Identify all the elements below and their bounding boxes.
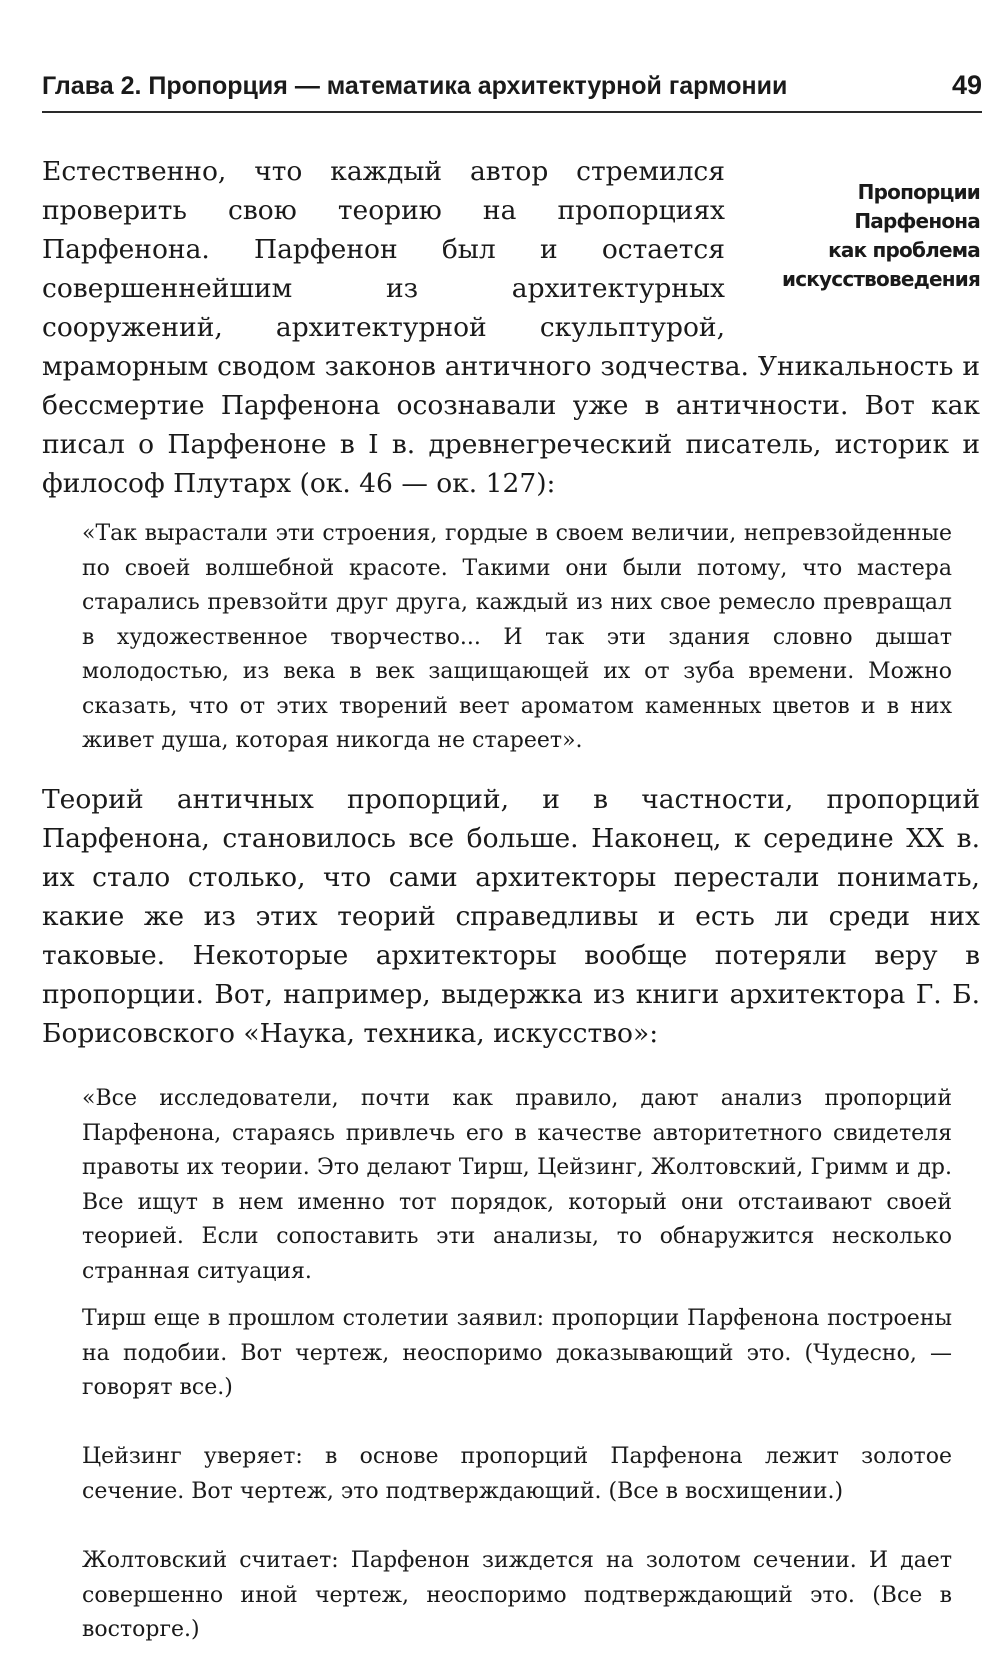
- running-header: [42, 70, 982, 101]
- chapter-title: Глава 2. Пропорция — математика архитектурной гармонии: [42, 72, 788, 100]
- paragraph-intro: [42, 152, 980, 503]
- quote-borisovsky-1: «Все исследователи, почти как правило, дают анализ пропорций Парфенона, стараясь привлечь его в качестве авторитетного свидетеля правоты их теории. Это делают Тирш, Цейзинг, Жолтовский, Гримм и др. Все ищут в нем именно тот порядок, который они отстаивают своей теорией. Если сопоставить эти анализы, то обнаружится несколько странная ситуация.: [82, 1086, 952, 1284]
- paragraph-theories: Теорий античных пропорций, и в частности, пропорций Парфенона, становилось все больше. Наконец, к середине XX в. их стало столько, что сами архитекторы перестали понимать, какие же из этих теорий справедливы и есть ли среди них таковые. Некоторые архитекторы вообще потеряли веру в пропорции. Вот, например, выдержка из книги архитектора Г. Б. Борисовского «Наука, техника, искусство»:: [42, 784, 980, 1049]
- margin-note-gap: [725, 152, 980, 342]
- page-number: 49: [951, 70, 982, 100]
- quote-borisovsky-3: Цейзинг уверяет: в основе пропорций Парфенона лежит золотое сечение. Вот чертеж, это подтверждающий. (Все в восхищении.): [82, 1444, 952, 1504]
- paragraph-intro-text: Естественно, что каждый автор стремился проверить свою теорию на пропорциях Парфенона. Парфенон был и остается совершеннейшим из архитектурных сооружений, архитектурной скульптурой, мраморным сводом законов античного зодчества. Уникальность и бессмертие Парфенона осознавали уже в античности. Вот как писал о Парфеноне в I в. древнегреческий писатель, историк и философ Плутарх (ок. 46 — ок. 127):: [42, 156, 980, 499]
- quote-borisovsky-4: Жолтовский считает: Парфенон зиждется на золотом сечении. И дает совершенно иной чертеж, неоспоримо подтверждающий это. (Все в восторге.): [82, 1548, 952, 1642]
- margin-note-line: Пропорции: [857, 180, 980, 204]
- quote-borisovsky-2: Тирш еще в прошлом столетии заявил: пропорции Парфенона построены на подобии. Вот чертеж, неоспоримо доказывающий это. (Чудесно, — говорят все.): [82, 1306, 952, 1400]
- margin-note-line: как проблема: [828, 238, 980, 262]
- header-rule: [42, 111, 982, 113]
- quote-plutarch: «Так вырастали эти строения, гордые в своем величии, непревзойденные по своей волшебной красоте. Такими они были потому, что мастера старались превзойти друг друга, каждый из них свое ремесло превращал в художественное творчество... И так эти здания словно дышат молодостью, из века в век защищающей их от зуба времени. Можно сказать, что от этих творений веет ароматом каменных цветов и в них живет душа, которая никогда не стареет».: [82, 521, 952, 753]
- margin-note-line: Парфенона: [854, 209, 980, 233]
- margin-note-line: искусствоведения: [782, 267, 980, 291]
